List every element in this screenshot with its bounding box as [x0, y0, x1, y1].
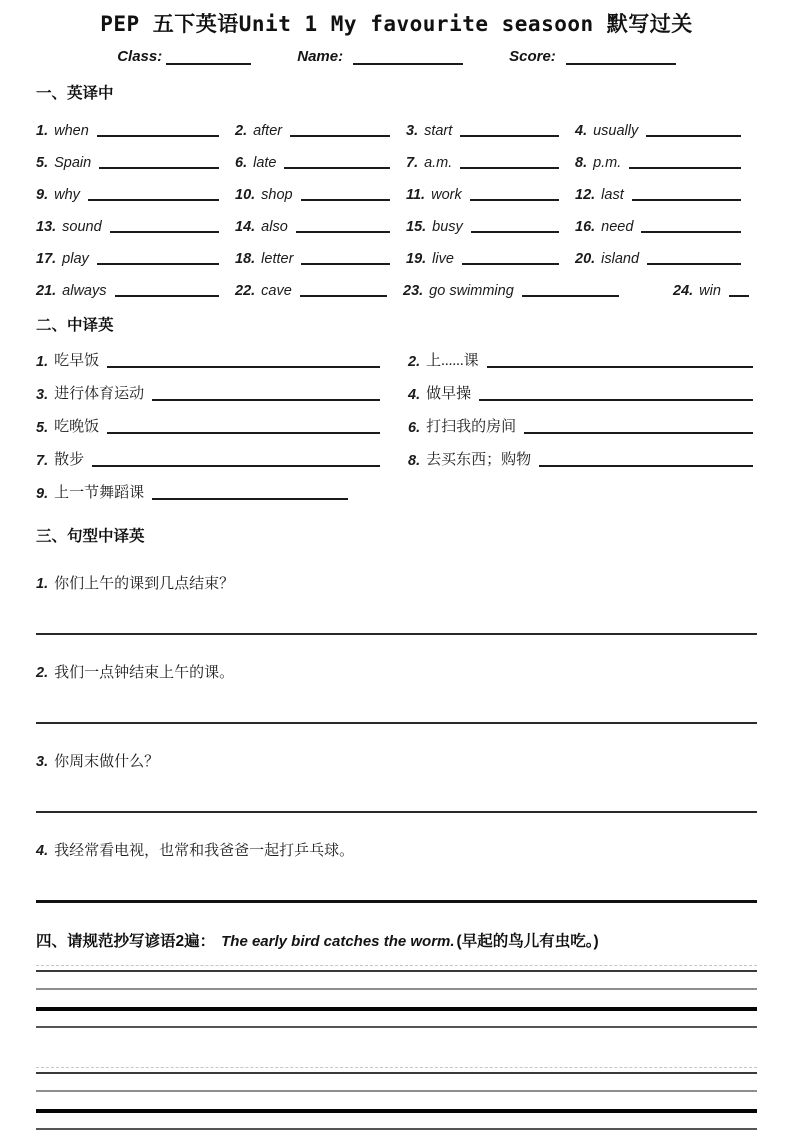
class-label: Class: [117, 48, 163, 65]
proverb-chinese: (早起的鸟儿有虫吃。) [456, 933, 599, 950]
answer-blank [152, 484, 348, 500]
section-english-to-chinese [36, 81, 757, 299]
answer-blank [487, 352, 753, 368]
answer-blank [110, 217, 219, 233]
phrase-item: 2. 上......课 [408, 349, 757, 370]
phrase-item: 8. 去买东西；购物 [408, 448, 757, 469]
answer-blank [152, 385, 380, 401]
section-2-heading: 二、中译英 [36, 317, 114, 334]
sentence-item: 4. 我经常看电视，也常和我爸爸一起打乒乓球。 [36, 839, 757, 903]
vocab-item: 1. when [36, 121, 235, 139]
answer-blank [629, 153, 741, 169]
guide-line-dashed [36, 1067, 757, 1068]
guide-line-dashed [36, 965, 757, 966]
vocab-item: 22. cave [235, 281, 403, 299]
vocab-row-6 [36, 267, 757, 299]
vocab-item: 24. win [673, 281, 757, 299]
answer-blank [99, 153, 219, 169]
score-field [509, 48, 676, 65]
vocab-item: 4. usually [575, 121, 757, 139]
vocab-item: 7. a.m. [406, 153, 575, 171]
answer-blank [301, 249, 390, 265]
header-fields [36, 48, 757, 65]
answer-blank [462, 249, 559, 265]
guide-line-bottom [36, 1026, 757, 1028]
vocab-item: 8. p.m. [575, 153, 757, 171]
answer-blank [522, 281, 619, 297]
answer-blank [115, 281, 220, 297]
answer-blank [301, 185, 390, 201]
section-copy-proverb [36, 929, 757, 1130]
vocab-item: 21. always [36, 281, 235, 299]
answer-blank [460, 121, 559, 137]
phrase-row-3 [36, 403, 757, 436]
vocab-item: 15. busy [406, 217, 575, 235]
answer-blank [97, 249, 219, 265]
guide-line-baseline [36, 1109, 757, 1113]
answer-blank [647, 249, 741, 265]
phrase-item: 3. 进行体育运动 [36, 382, 408, 403]
answer-blank [632, 185, 741, 201]
vocab-row-4 [36, 203, 757, 235]
vocab-item: 12. last [575, 185, 757, 203]
section-4-heading [36, 929, 757, 951]
phrase-row-5 [36, 469, 757, 502]
page-title: PEP 五下英语Unit 1 My favourite seasoon 默写过关 [100, 12, 693, 36]
vocab-item: 14. also [235, 217, 406, 235]
vocab-item: 9. why [36, 185, 235, 203]
vocab-item: 17. play [36, 249, 235, 267]
answer-blank [479, 385, 753, 401]
class-blank [166, 49, 251, 65]
answer-blank [92, 451, 380, 467]
answer-blank [524, 418, 753, 434]
answer-blank [97, 121, 219, 137]
proverb-instruction: 四、请规范抄写谚语2遍： [36, 933, 216, 950]
answer-line [36, 722, 757, 724]
vocab-item: 3. start [406, 121, 575, 139]
score-blank [566, 49, 676, 65]
vocab-item: 10. shop [235, 185, 406, 203]
vocab-item: 19. live [406, 249, 575, 267]
answer-blank [107, 418, 380, 434]
phrase-item: 5. 吃晚饭 [36, 415, 408, 436]
phrase-item: 4. 做早操 [408, 382, 757, 403]
vocab-item: 2. after [235, 121, 406, 139]
sentence-item: 2. 我们一点钟结束上午的课。 [36, 661, 757, 724]
guide-line-baseline [36, 1007, 757, 1011]
vocab-item: 23. go swimming [403, 281, 635, 299]
vocab-item: 20. island [575, 249, 757, 267]
vocab-item: 16. need [575, 217, 757, 235]
answer-blank [460, 153, 559, 169]
answer-blank [107, 352, 380, 368]
name-field [297, 48, 463, 65]
answer-blank [296, 217, 390, 233]
answer-blank [471, 217, 559, 233]
answer-blank [729, 281, 749, 297]
phrase-item: 1. 吃早饭 [36, 349, 408, 370]
answer-blank [88, 185, 219, 201]
answer-blank [646, 121, 741, 137]
vocab-row-1 [36, 107, 757, 139]
answer-line [36, 633, 757, 635]
vocab-row-3 [36, 171, 757, 203]
vocab-item: 13. sound [36, 217, 235, 235]
score-label: Score: [509, 48, 556, 65]
guide-line-top [36, 970, 757, 972]
handwriting-guide-1 [36, 965, 757, 1028]
name-label: Name: [297, 48, 344, 65]
phrase-item: 7. 散步 [36, 448, 408, 469]
phrase-row-2 [36, 370, 757, 403]
phrase-row-4 [36, 436, 757, 469]
vocab-row-5 [36, 235, 757, 267]
answer-line [36, 811, 757, 813]
vocab-item: 11. work [406, 185, 575, 203]
answer-blank [539, 451, 753, 467]
name-blank [353, 49, 463, 65]
phrase-item: 9. 上一节舞蹈课 [36, 481, 408, 502]
sentence-item: 1. 你们上午的课到几点结束？ [36, 572, 757, 635]
guide-line-top [36, 1072, 757, 1074]
vocab-item: 6. late [235, 153, 406, 171]
vocab-row-2 [36, 139, 757, 171]
phrase-row-1 [36, 337, 757, 370]
answer-blank [284, 153, 390, 169]
section-sentence-translation [36, 524, 757, 903]
vocab-item: 5. Spain [36, 153, 235, 171]
class-field [117, 48, 251, 65]
answer-blank [470, 185, 559, 201]
answer-blank [290, 121, 390, 137]
vocab-item: 18. letter [235, 249, 406, 267]
proverb-english: The early bird catches the worm. [221, 933, 455, 950]
guide-line-upper-mid [36, 1090, 757, 1092]
phrase-item: 6. 打扫我的房间 [408, 415, 757, 436]
section-1-heading: 一、英译中 [36, 85, 114, 102]
section-3-heading: 三、句型中译英 [36, 528, 145, 545]
answer-blank [300, 281, 387, 297]
sentence-item: 3. 你周末做什么？ [36, 750, 757, 813]
answer-line [36, 900, 757, 903]
section-chinese-to-english [36, 313, 757, 502]
answer-blank [641, 217, 741, 233]
guide-line-upper-mid [36, 988, 757, 990]
